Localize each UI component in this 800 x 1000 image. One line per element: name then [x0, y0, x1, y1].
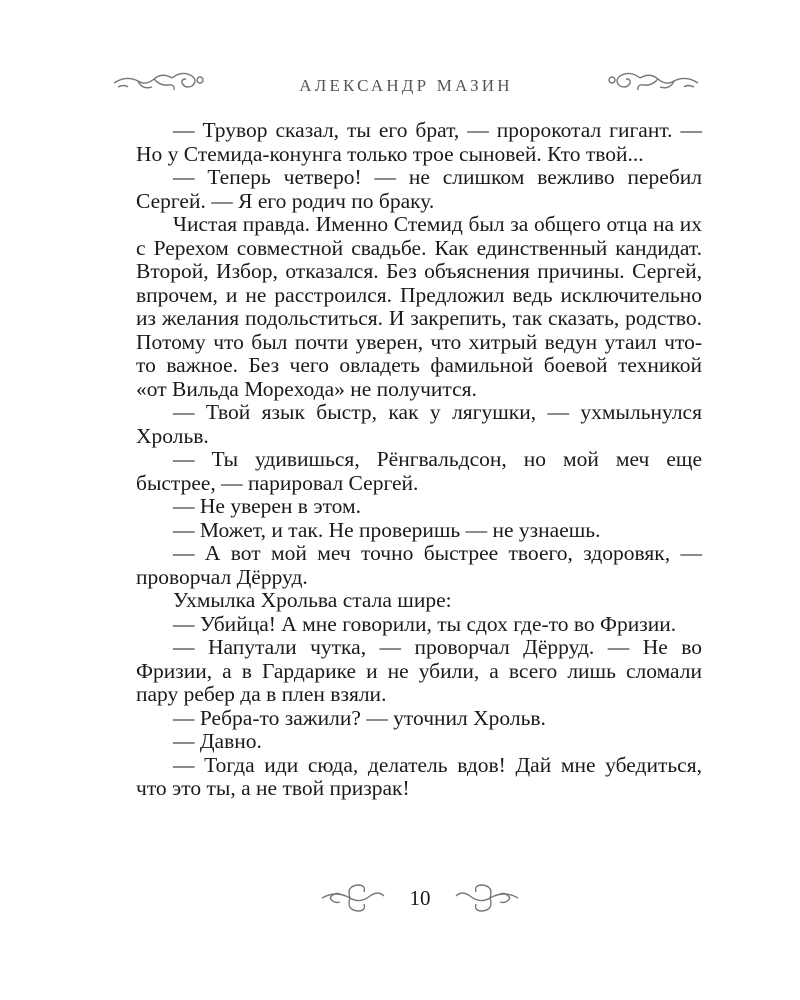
page-footer: [320, 876, 520, 920]
paragraph: — Тогда иди сюда, делатель вдов! Дай мне убедиться, что это ты, а не твой призрак!: [136, 752, 702, 800]
paragraph: — Ты удивишься, Рёнгвальдсон, но мой меч еще быстрее, — парировал Сергей.: [136, 447, 702, 495]
ornament-right-icon: [604, 66, 700, 96]
paragraph: — Ребра-то зажили? — уточнил Хрольв.: [173, 705, 546, 730]
running-header: [112, 62, 700, 102]
paragraph: — А вот мой меч точно быстрее твоего, здоровяк, — проворчал Дёрруд.: [136, 541, 702, 589]
paragraph: — Твой язык быстр, как у лягушки, — ухмыльнулся Хрольв.: [136, 400, 702, 448]
paragraph: Ухмылка Хрольва стала шире:: [173, 588, 452, 612]
paragraph: Чистая правда. Именно Стемид был за общего отца на их с Ререхом совместной свадьбе. Как единственный кандидат. Второй, Избор, отказался. Без объяснения причины. Сергей, впрочем, и не расстроился. Предложил ведь исключительно из желания подольститься. И закрепить, так сказать, родство. Потому что был почти уверен, что хитрый ведун утаил что-то важное. Без чего овладеть фамильной боевой техникой «от Вильда Морехода» не получится.: [136, 212, 702, 401]
paragraph: — Трувор сказал, ты его брат, — пророкотал гигант. — Но у Стемида-конунга только трое сыновей. Кто твой...: [136, 118, 702, 166]
author-name: АЛЕКСАНДР МАЗИН: [299, 76, 513, 95]
paragraph: — Напутали чутка, — проворчал Дёрруд. — Не во Фризии, а в Гардарике и не убили, а всего лишь сломали пару ребер да в плен взяли.: [136, 635, 702, 706]
paragraph: — Может, и так. Не проверишь — не узнаешь.: [173, 517, 601, 542]
paragraph: — Теперь четверо! — не слишком вежливо перебил Сергей. — Я его родич по браку.: [136, 165, 702, 213]
body-text: [136, 119, 702, 801]
paragraph: — Давно.: [173, 729, 262, 753]
footer-ornament-right-icon: [452, 880, 520, 916]
page-number: 10: [409, 886, 431, 910]
paragraph: — Убийца! А мне говорили, ты сдох где-то во Фризии.: [173, 611, 677, 636]
paragraph: — Не уверен в этом.: [173, 494, 361, 518]
